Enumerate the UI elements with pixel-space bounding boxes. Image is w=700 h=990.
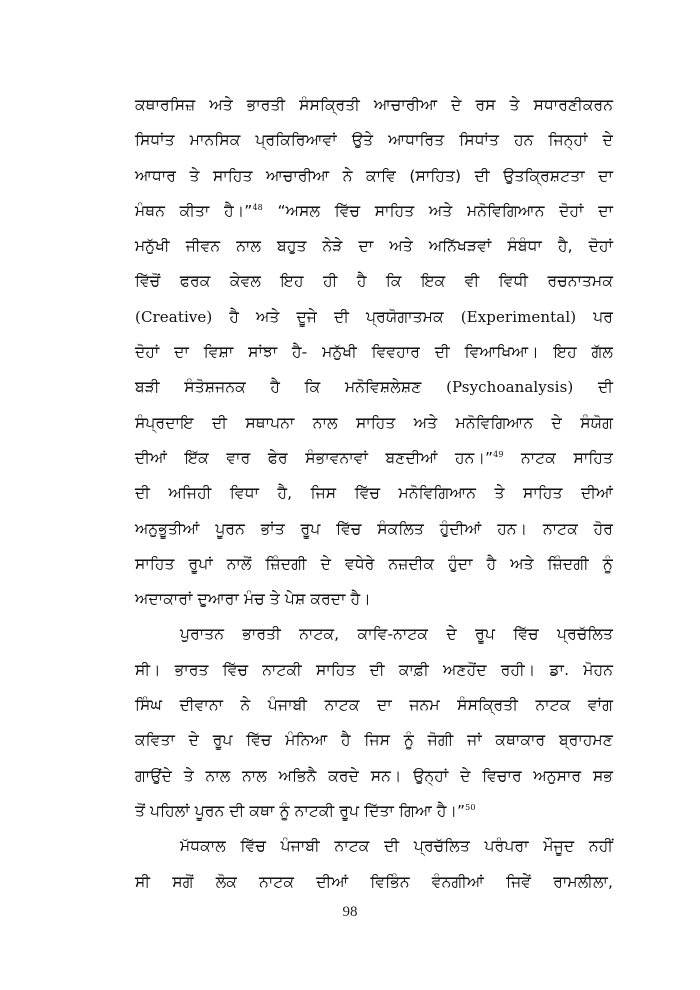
latin-term: (Experimental) xyxy=(460,307,577,326)
footnote-ref-48: 48 xyxy=(252,202,263,212)
text-line: ਸੰਪ੍ਰਦਾਇ ਦੀ ਸਥਾਪਨਾ ਨਾਲ ਸਾਹਿਤ ਅਤੇ ਮਨੋਵਿਗਿਆਨ ਦੇ ਸੰਯੋਗ xyxy=(135,413,613,432)
text-line xyxy=(135,300,613,335)
paragraph-start-line: ਮੱਧਕਾਲ ਵਿੱਚ ਪੰਜਾਬੀ ਨਾਟਕ ਦੀ ਪ੍ਰਚੱਲਿਤ ਪਰੰਪਰਾ ਮੌਜੂਦ ਨਹੀਂ xyxy=(180,837,613,856)
body-text xyxy=(135,88,613,900)
line-text: ਦੀਆਂ ਇੱਕ ਵਾਰ ਫੇਰ ਸੰਭਾਵਨਾਵਾਂ ਬਣਦੀਆਂ ਹਨ।” xyxy=(135,448,494,467)
latin-term: (Creative) xyxy=(135,307,213,326)
text-line: ਦੋਹਾਂ ਦਾ ਵਿਸ਼ਾ ਸਾਂਝਾ ਹੈ- ਮਨੁੱਖੀ ਵਿਵਹਾਰ ਦੀ ਵਿਆਖਿਆ। ਇਹ ਗੱਲ xyxy=(135,343,613,362)
text-line: ਗਾਉਂਦੇ ਤੇ ਨਾਲ ਨਾਲ ਅਭਿਨੈ ਕਰਦੇ ਸਨ। ਉਨ੍ਹਾਂ ਦੇ ਵਿਚਾਰ ਅਨੁਸਾਰ ਸਭ xyxy=(135,766,613,785)
footnote-ref-49: 49 xyxy=(493,449,504,459)
text-line: ਕਵਿਤਾ ਦੇ ਰੂਪ ਵਿੱਚ ਮੰਨਿਆ ਹੈ ਜਿਸ ਨੂੰ ਜੋਗੀ ਜਾਂ ਕਥਾਕਾਰ ਬ੍ਰਾਹਮਣ xyxy=(135,731,613,750)
line-text: ਮੰਥਨ ਕੀਤਾ ਹੈ।” xyxy=(135,201,253,220)
text-line: ਮਨੁੱਖੀ ਜੀਵਨ ਨਾਲ ਬਹੁਤ ਨੇੜੇ ਦਾ ਅਤੇ ਅਨਿੱਖੜਵਾਂ ਸੰਬੰਧਾ ਹੈ, ਦੋਹਾਂ xyxy=(135,237,613,256)
footnote-ref-50: 50 xyxy=(465,802,476,812)
line-text: “ਅਸਲ ਵਿੱਚ ਸਾਹਿਤ ਅਤੇ ਮਨੋਵਿਗਿਆਨ ਦੋਹਾਂ ਦਾ xyxy=(262,201,613,220)
line-text: ਦੀ xyxy=(573,378,613,397)
text-line: ਸੀ ਸਗੋਂ ਲੋਕ ਨਾਟਕ ਦੀਆਂ ਵਿਭਿੰਨ ਵੰਨਗੀਆਂ ਜਿਵੇਂ ਰਾਮਲੀਲਾ, xyxy=(135,872,613,891)
text-line xyxy=(135,441,613,476)
text-line xyxy=(135,794,613,829)
line-text: ਤੋਂ ਪਹਿਲਾਂ ਪੂਰਨ ਦੀ ਕਥਾ ਨੂੰ ਨਾਟਕੀ ਰੂਪ ਦਿੱਤਾ ਗਿਆ ਹੈ।” xyxy=(135,801,466,820)
text-line xyxy=(135,194,613,229)
page-number: 98 xyxy=(342,904,358,920)
line-text: ਨਾਟਕ ਸਾਹਿਤ xyxy=(503,448,613,467)
text-line: ਅਦਾਕਾਰਾਂ ਦੁਆਰਾ ਮੰਚ ਤੇ ਪੇਸ਼ ਕਰਦਾ ਹੈ। xyxy=(135,590,371,609)
text-line: ਵਿੱਚੋਂ ਫਰਕ ਕੇਵਲ ਇਹ ਹੀ ਹੈ ਕਿ ਇਕ ਵੀ ਵਿਧੀ ਰਚਨਾਤਮਕ xyxy=(135,272,613,291)
text-line: ਅਨੁਭੂਤੀਆਂ ਪੂਰਨ ਭਾਂਤ ਰੂਪ ਵਿੱਚ ਸੰਕਲਿਤ ਹੁੰਦੀਆਂ ਹਨ। ਨਾਟਕ ਹੋਰ xyxy=(135,519,613,538)
latin-term: (Psychoanalysis) xyxy=(446,378,574,397)
line-text: ਹੈ ਅਤੇ ਦੂਜੇ ਦੀ ਪ੍ਰਯੋਗਾਤਮਕ xyxy=(212,307,461,326)
paragraph-start-line: ਪੁਰਾਤਨ ਭਾਰਤੀ ਨਾਟਕ, ਕਾਵਿ-ਨਾਟਕ ਦੇ ਰੂਪ ਵਿੱਚ ਪ੍ਰਚੱਲਿਤ xyxy=(180,625,613,644)
text-line: ਆਧਾਰ ਤੇ ਸਾਹਿਤ ਆਚਾਰੀਆ ਨੇ ਕਾਵਿ (ਸਾਹਿਤ) ਦੀ ਉਤਕ੍ਰਿਸ਼ਟਤਾ ਦਾ xyxy=(135,166,613,185)
line-text: ਪਰ xyxy=(576,307,614,326)
text-line: ਕਥਾਰਸਿਜ਼ ਅਤੇ ਭਾਰਤੀ ਸੰਸਕ੍ਰਿਤੀ ਆਚਾਰੀਆ ਦੇ ਰਸ ਤੇ ਸਧਾਰਣੀਕਰਨ xyxy=(135,96,613,114)
text-line: ਸੀ। ਭਾਰਤ ਵਿੱਚ ਨਾਟਕੀ ਸਾਹਿਤ ਦੀ ਕਾਫ਼ੀ ਅਣਹੋਂਦ ਰਹੀ। ਡਾ. ਮੋਹਨ xyxy=(135,660,613,679)
text-line xyxy=(135,370,613,405)
text-line: ਸਿਧਾਂਤ ਮਾਨਸਿਕ ਪ੍ਰਕਿਰਿਆਵਾਂ ਉਤੇ ਆਧਾਰਿਤ ਸਿਧਾਂਤ ਹਨ ਜਿਨ੍ਹਾਂ ਦੇ xyxy=(135,131,613,150)
text-line: ਸਿੰਘ ਦੀਵਾਨਾ ਨੇ ਪੰਜਾਬੀ ਨਾਟਕ ਦਾ ਜਨਮ ਸੰਸਕ੍ਰਿਤੀ ਨਾਟਕ ਵਾਂਗ xyxy=(135,696,613,715)
line-text: ਬੜੀ ਸੰਤੋਸ਼ਜਨਕ ਹੈ ਕਿ ਮਨੋਵਿਸ਼ਲੇਸ਼ਣ xyxy=(135,378,447,397)
text-line: ਸਾਹਿਤ ਰੂਪਾਂ ਨਾਲੋਂ ਜ਼ਿੰਦਗੀ ਦੇ ਵਧੇਰੇ ਨਜ਼ਦੀਕ ਹੁੰਦਾ ਹੈ ਅਤੇ ਜ਼ਿੰਦਗੀ ਨੂੰ xyxy=(135,554,613,573)
text-line: ਦੀ ਅਜਿਹੀ ਵਿਧਾ ਹੈ, ਜਿਸ ਵਿੱਚ ਮਨੋਵਿਗਿਆਨ ਤੇ ਸਾਹਿਤ ਦੀਆਂ xyxy=(135,484,613,503)
